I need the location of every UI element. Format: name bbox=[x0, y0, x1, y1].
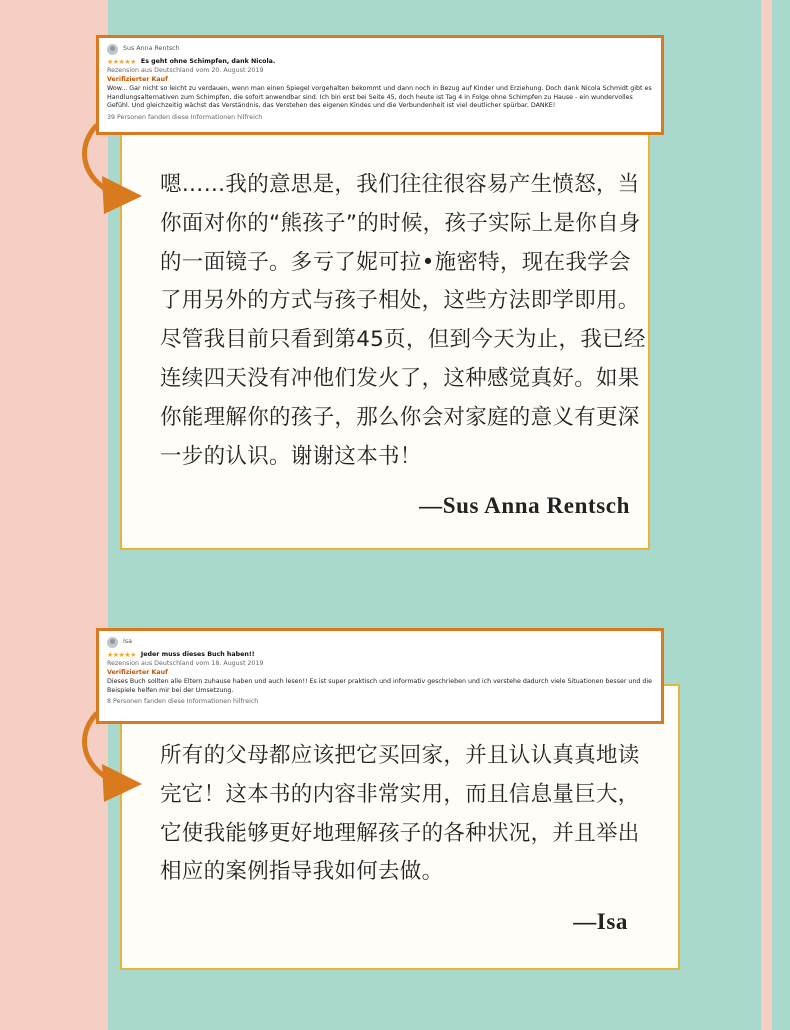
curved-arrow-icon bbox=[74, 118, 164, 228]
review-username: Isa bbox=[123, 638, 132, 646]
quote-author-1: —Sus Anna Rentsch bbox=[419, 493, 630, 518]
background-stripe-pink-right bbox=[761, 0, 772, 1030]
review-title-row bbox=[107, 651, 653, 660]
review-user bbox=[107, 44, 653, 55]
quote-text-1: 嗯……我的意思是，我们往往很容易产生愤怒，当你面对你的“熊孩子”的时候，孩子实际上是你自身的一面镜子。多亏了妮可拉•施密特，现在我学会了用另外的方式与孩子相处，这些方法即学即用。尽管我目前只看到第45页，但到今天为止，我已经连续四天没有冲他们发火了，这种感觉真好。如果你能理解你的孩子，那么你会对家庭的意义有更深一步的认识。谢谢这本书！ bbox=[160, 172, 646, 469]
review-meta: Rezension aus Deutschland vom 20. August 2019 bbox=[107, 67, 264, 75]
avatar-icon bbox=[107, 44, 118, 55]
review-body: Wow... Gar nicht so leicht zu verdauen, wenn man einen Spiegel vorgehalten bekommt und dann noch in Bezug auf Kinder und Erziehung. Doch dank Nicola Schmidt gibt es Handlungsalternativen zum Schimpfen, die sofort anwendbar sind. Ich bin erst bei Seite 45, doch heute ist Tag 4 in Folge ohne Schimpfen zu Hause - ein wundervolles Gefühl. Und gleichzeitig wächst das Verständnis, das Verstehen des eigenen Kindes und die Verbundenheit ist viel deutlicher spürbar. DANKE! bbox=[107, 85, 652, 110]
review-user bbox=[107, 637, 653, 648]
star-rating-icon: ★★★★★ bbox=[107, 58, 136, 66]
avatar-icon bbox=[107, 637, 118, 648]
review-screenshot-1 bbox=[96, 35, 664, 135]
curved-arrow-icon bbox=[74, 706, 164, 816]
review-title: Es geht ohne Schimpfen, dank Nicola. bbox=[140, 58, 276, 66]
review-username: Sus Anna Rentsch bbox=[123, 45, 180, 53]
quote-author-2: —Isa bbox=[573, 909, 628, 934]
review-title-row bbox=[107, 58, 653, 67]
review-meta: Rezension aus Deutschland vom 18. August 2019 bbox=[107, 660, 264, 668]
quote-text-2: 所有的父母都应该把它买回家，并且认认真真地读完它！这本书的内容非常实用，而且信息量巨大，它使我能够更好地理解孩子的各种状况，并且举出相应的案例指导我如何去做。 bbox=[160, 743, 640, 885]
star-rating-icon: ★★★★★ bbox=[107, 651, 136, 659]
review-title: Jeder muss dieses Buch haben!! bbox=[140, 651, 255, 659]
background-stripe-teal-right bbox=[772, 0, 790, 1030]
review-verified-badge: Verifizierter Kauf bbox=[107, 75, 168, 83]
review-helpful-count: 39 Personen fanden diese Informationen hilfreich bbox=[107, 113, 263, 121]
review-body: Dieses Buch sollten alle Eltern zuhause haben und auch lesen!! Es ist super praktisch und informativ geschrieben und ich verstehe dadurch viele Situationen besser und die Beispiele helfen mir bei der Umsetzung. bbox=[107, 678, 653, 694]
review-helpful-count: 8 Personen fanden diese Informationen hilfreich bbox=[107, 698, 259, 706]
review-verified-badge: Verifizierter Kauf bbox=[107, 668, 168, 676]
review-screenshot-2 bbox=[96, 628, 664, 724]
